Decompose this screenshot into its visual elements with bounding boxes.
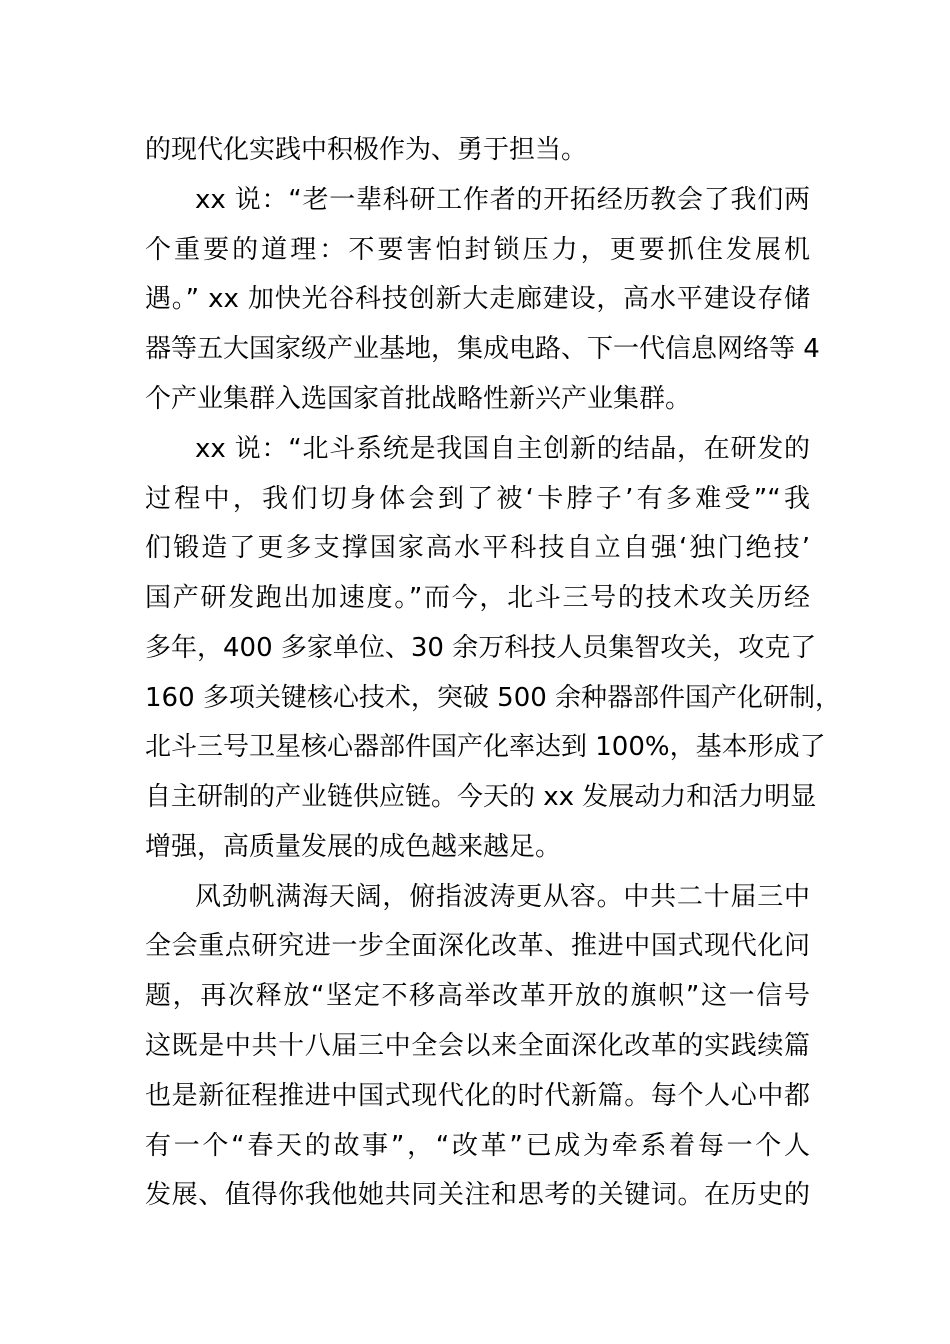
text-line: 器等五大国家级产业基地，集成电路、下一代信息网络等 4 (145, 334, 820, 364)
paragraph-start-line: 风劲帆满海天阔，俯指波涛更从容。中共二十届三中 (195, 882, 810, 912)
text-line: 全会重点研究进一步全面深化改革、推进中国式现代化问 (145, 931, 810, 961)
text-line: 自主研制的产业链供应链。今天的 xx 发展动力和活力明显 (145, 782, 817, 812)
text-line: 160 多项关键核心技术，突破 500 余种器部件国产化研制， (145, 683, 842, 713)
text-line: 的现代化实践中积极作为、勇于担当。 (145, 135, 588, 165)
text-line: 们锻造了更多支撑国家高水平科技自立自强‘独门绝技’ (145, 533, 810, 563)
text-line: 多年，400 多家单位、30 余万科技人员集智攻关，攻克了 (145, 633, 817, 663)
text-line: 增强，高质量发展的成色越来越足。 (145, 832, 562, 862)
text-line: 有一个“春天的故事”，“改革”已成为牵系着每一个人 (145, 1131, 810, 1161)
text-line: 国产研发跑出加速度。”而今，北斗三号的技术攻关历经 (145, 583, 810, 613)
text-line: 题，再次释放“坚定不移高举改革开放的旗帜”这一信号 (145, 981, 810, 1011)
text-line: 个产业集群入选国家首批战略性新兴产业集群。 (145, 384, 692, 414)
paragraph-start-line: xx 说：“老一辈科研工作者的开拓经历教会了我们两 (195, 185, 810, 215)
text-line: 北斗三号卫星核心器部件国产化率达到 100%，基本形成了 (145, 732, 826, 762)
text-line: 个重要的道理：不要害怕封锁压力，更要抓住发展机 (145, 235, 810, 265)
text-line: 过程中，我们切身体会到了被‘卡脖子’有多难受”“我 (145, 484, 810, 514)
text-line: 发展、值得你我他她共同关注和思考的关键词。在历史的 (145, 1180, 810, 1210)
text-line: 遇。” xx 加快光谷科技创新大走廊建设，高水平建设存储 (145, 284, 810, 314)
text-line: 也是新征程推进中国式现代化的时代新篇。每个人心中都 (145, 1081, 810, 1111)
text-line: 这既是中共十八届三中全会以来全面深化改革的实践续篇 (145, 1031, 810, 1061)
paragraph-start-line: xx 说：“北斗系统是我国自主创新的结晶，在研发的 (195, 434, 810, 464)
